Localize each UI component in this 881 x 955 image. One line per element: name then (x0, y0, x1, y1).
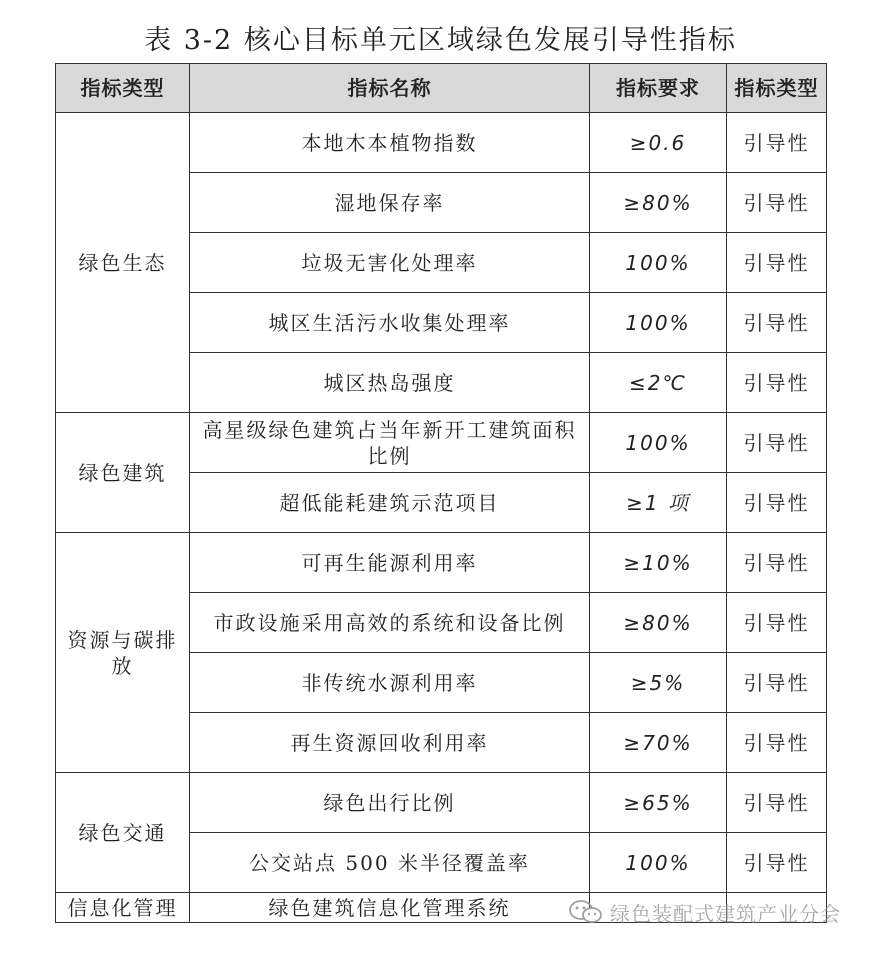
indicator-requirement: ≥10% (590, 533, 727, 593)
indicator-name: 市政设施采用高效的系统和设备比例 (190, 593, 590, 653)
watermark (568, 897, 841, 927)
indicator-type: 引导性 (727, 833, 827, 893)
wechat-icon (568, 899, 604, 925)
indicator-type: 引导性 (727, 713, 827, 773)
header-row (56, 64, 827, 113)
indicator-type: 引导性 (727, 293, 827, 353)
indicator-name: 垃圾无害化处理率 (190, 233, 590, 293)
watermark-text: 绿色装配式建筑产业分会 (610, 901, 841, 926)
indicator-type: 引导性 (727, 533, 827, 593)
table-row (56, 773, 827, 833)
category-cell: 绿色建筑 (56, 413, 190, 533)
indicator-requirement: ≥0.6 (590, 113, 727, 173)
indicator-requirement: ≥5% (590, 653, 727, 713)
indicator-requirement: 100% (590, 293, 727, 353)
header-type: 指标类型 (727, 64, 827, 113)
indicator-requirement: 100% (590, 833, 727, 893)
indicator-type: 引导性 (727, 113, 827, 173)
header-name: 指标名称 (190, 64, 590, 113)
category-cell: 绿色生态 (56, 113, 190, 413)
indicator-name: 本地木本植物指数 (190, 113, 590, 173)
indicator-type: 引导性 (727, 413, 827, 473)
indicator-name: 再生资源回收利用率 (190, 713, 590, 773)
indicator-requirement: 100% (590, 233, 727, 293)
indicator-type: 引导性 (727, 173, 827, 233)
indicator-name: 高星级绿色建筑占当年新开工建筑面积比例 (190, 413, 590, 473)
category-cell: 资源与碳排放 (56, 533, 190, 773)
table-title: 表 3-2 核心目标单元区域绿色发展引导性指标 (144, 25, 737, 56)
indicator-name: 绿色出行比例 (190, 773, 590, 833)
indicator-requirement: ≥70% (590, 713, 727, 773)
header-requirement: 指标要求 (590, 64, 727, 113)
indicator-type: 引导性 (727, 593, 827, 653)
indicator-name: 非传统水源利用率 (190, 653, 590, 713)
indicator-requirement: ≥1 项 (590, 473, 727, 533)
indicator-type: 引导性 (727, 233, 827, 293)
indicator-type: 引导性 (727, 353, 827, 413)
indicator-type: 引导性 (727, 773, 827, 833)
indicator-name: 湿地保存率 (190, 173, 590, 233)
indicator-type: 引导性 (727, 653, 827, 713)
category-cell: 绿色交通 (56, 773, 190, 893)
indicator-name: 城区生活污水收集处理率 (190, 293, 590, 353)
indicator-name: 超低能耗建筑示范项目 (190, 473, 590, 533)
table-row (56, 413, 827, 473)
indicator-requirement: 100% (590, 413, 727, 473)
category-cell: 信息化管理 (56, 893, 190, 923)
indicator-name: 可再生能源利用率 (190, 533, 590, 593)
indicator-type: 引导性 (727, 473, 827, 533)
indicator-requirement: ≥80% (590, 173, 727, 233)
indicator-name: 绿色建筑信息化管理系统 (190, 893, 590, 923)
indicator-requirement: ≥80% (590, 593, 727, 653)
table-row (56, 533, 827, 593)
header-category: 指标类型 (56, 64, 190, 113)
indicator-name: 城区热岛强度 (190, 353, 590, 413)
indicator-name: 公交站点 500 米半径覆盖率 (190, 833, 590, 893)
indicator-table (55, 63, 827, 923)
indicator-requirement: ≤2℃ (590, 353, 727, 413)
indicator-requirement: ≥65% (590, 773, 727, 833)
table-row (56, 113, 827, 173)
